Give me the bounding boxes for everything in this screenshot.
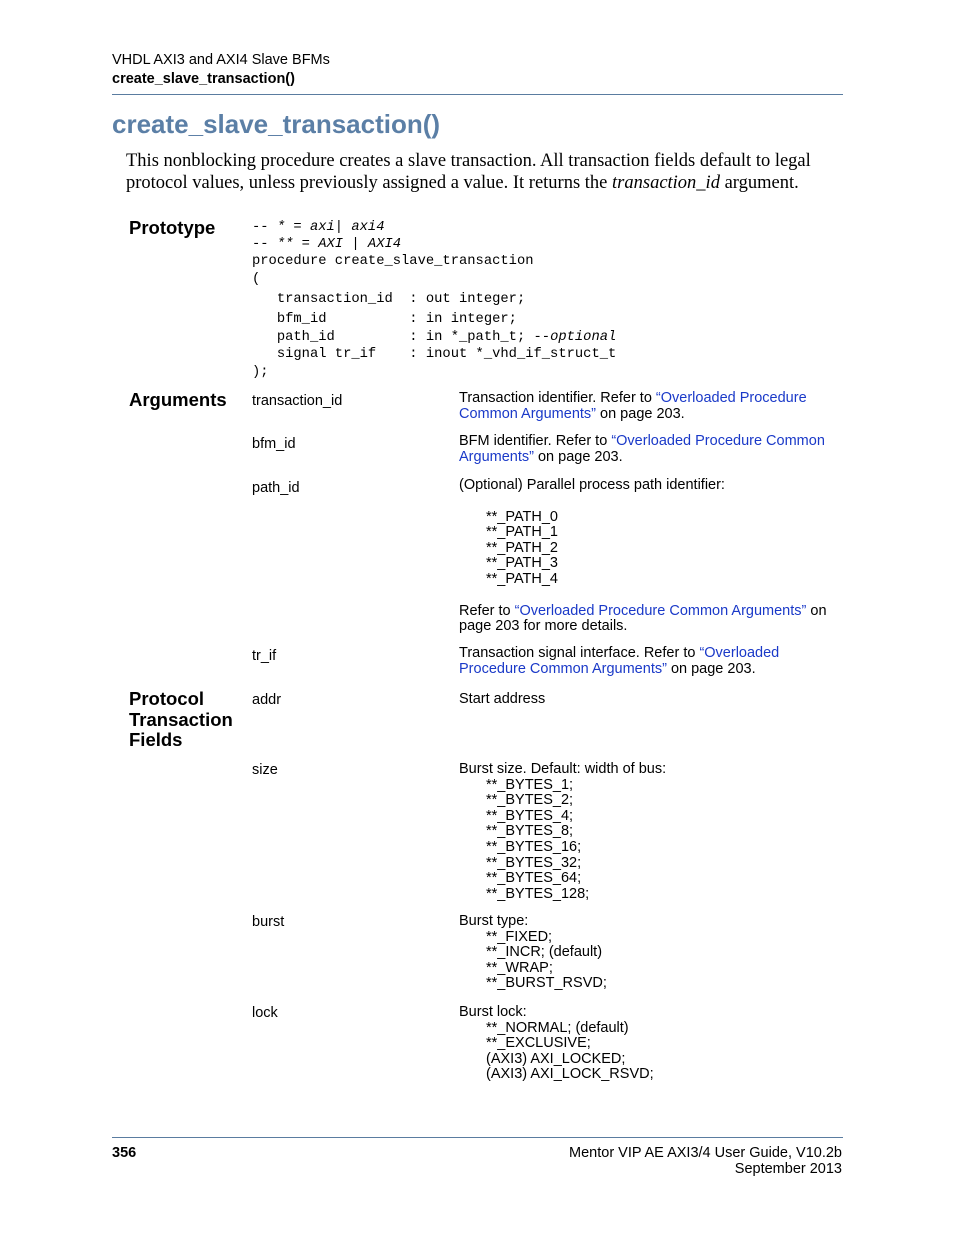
desc-text: on page 203 for more details.	[459, 602, 827, 635]
arg-name-tr-if: tr_if	[252, 648, 277, 664]
xref-link[interactable]: “Overloaded Procedure Common Arguments”	[459, 433, 825, 465]
field-desc-addr: Start address	[459, 691, 546, 707]
intro-paragraph	[126, 150, 846, 194]
footer-info	[569, 1145, 842, 1177]
desc-text: on page 203.	[666, 660, 756, 677]
list-item: **_PATH_3	[486, 555, 558, 572]
code-line: signal tr_if : inout *_vhd_if_struct_t	[252, 347, 617, 363]
field-name-lock: lock	[252, 1005, 278, 1021]
arg-desc-transaction-id	[459, 391, 844, 422]
list-item: **_NORMAL; (default)	[486, 1019, 629, 1036]
list-item: **_BYTES_8;	[486, 823, 574, 840]
desc-text: Transaction signal interface. Refer to	[459, 645, 700, 661]
arg-desc-bfm-id	[459, 434, 844, 465]
code-line: bfm_id : in integer;	[252, 312, 517, 328]
list-item: **_BYTES_2;	[486, 792, 574, 809]
intro-text-2: argument.	[719, 173, 799, 193]
desc-text: Burst type:	[459, 913, 529, 929]
field-desc-size	[459, 762, 844, 902]
list-item: **_BYTES_32;	[486, 854, 582, 871]
field-desc-lock	[459, 1005, 844, 1083]
footer-date: September 2013	[734, 1161, 842, 1177]
desc-text: Transaction identifier. Refer to	[459, 390, 656, 406]
code-comment-prefix: --	[252, 237, 277, 253]
section-protocol-line3: Fields	[129, 729, 183, 750]
field-desc-burst	[459, 914, 844, 992]
arg-name-bfm-id: bfm_id	[252, 436, 296, 452]
section-protocol-fields	[129, 689, 233, 751]
arg-name-transaction-id: transaction_id	[252, 393, 343, 409]
list-item: **_BYTES_1;	[486, 776, 574, 793]
arg-name-path-id: path_id	[252, 480, 300, 496]
code-comment-text: ** = AXI | AXI4	[276, 237, 402, 253]
running-header-chapter: VHDL AXI3 and AXI4 Slave BFMs	[112, 52, 330, 68]
list-item: **_WRAP;	[486, 959, 553, 976]
path-list	[459, 510, 844, 588]
code-comment-text: * = axi| axi4	[276, 220, 385, 235]
desc-text: Burst size. Default: width of bus:	[459, 761, 667, 777]
list-item: **_BURST_RSVD;	[486, 975, 607, 992]
code-line: (	[252, 271, 261, 287]
header-rule	[112, 94, 843, 95]
code-line: procedure create_slave_transaction	[252, 254, 534, 270]
desc-text: on page 203.	[533, 448, 623, 465]
list-item: **_BYTES_16;	[486, 838, 582, 855]
list-item: **_PATH_2	[486, 539, 558, 556]
page-number: 356	[112, 1145, 137, 1161]
field-name-size: size	[252, 762, 278, 778]
footer-rule	[112, 1137, 843, 1138]
desc-text: (Optional) Parallel process path identifier:	[459, 477, 725, 493]
list-item: (AXI3) AXI_LOCKED;	[486, 1050, 626, 1067]
path-refer	[459, 604, 844, 635]
section-protocol-line2: Transaction	[129, 708, 233, 730]
code-line	[252, 219, 616, 236]
page-title: create_slave_transaction()	[112, 109, 441, 139]
footer-guide-title: Mentor VIP AE AXI3/4 User Guide, V10.2b	[569, 1145, 842, 1161]
code-comment-text: optional	[550, 330, 617, 346]
list-item: **_PATH_1	[486, 524, 558, 541]
code-line: );	[252, 364, 269, 380]
code-text: path_id : in *_path_t; --	[252, 330, 551, 346]
desc-text: Refer to	[459, 602, 515, 619]
xref-link[interactable]: “Overloaded Procedure Common Arguments”	[459, 645, 780, 677]
arg-desc-tr-if	[459, 646, 844, 677]
list-item: **_EXCLUSIVE;	[486, 1035, 591, 1052]
xref-link[interactable]: “Overloaded Procedure Common Arguments”	[514, 602, 807, 619]
running-header-section: create_slave_transaction()	[112, 71, 295, 87]
list-item: **_INCR; (default)	[486, 944, 603, 961]
section-prototype: Prototype	[129, 217, 216, 238]
arg-desc-path-id	[459, 478, 844, 635]
code-comment-prefix: --	[252, 220, 277, 235]
list-item: **_FIXED;	[486, 928, 553, 945]
section-protocol-line1: Protocol	[129, 688, 205, 709]
code-line	[252, 329, 616, 346]
list-item: **_BYTES_4;	[486, 807, 574, 824]
list-item: **_PATH_4	[486, 570, 558, 587]
field-name-burst: burst	[252, 914, 285, 930]
intro-text-1: This nonblocking procedure creates a slave transaction. All transaction fields default to legal protocol values, unless previously assigned a value. It returns the	[126, 151, 811, 193]
desc-text: on page 203.	[596, 405, 685, 422]
field-name-addr: addr	[252, 692, 282, 708]
code-line	[252, 236, 616, 253]
list-item: **_BYTES_128;	[486, 885, 590, 902]
list-item: (AXI3) AXI_LOCK_RSVD;	[486, 1066, 654, 1083]
code-line: transaction_id : out integer;	[252, 291, 526, 307]
desc-text: Burst lock:	[459, 1004, 527, 1020]
desc-text: BFM identifier. Refer to	[459, 433, 612, 449]
prototype-code	[252, 219, 616, 381]
list-item: **_BYTES_64;	[486, 870, 582, 887]
section-arguments: Arguments	[129, 389, 227, 410]
intro-emphasis: transaction_id	[612, 173, 720, 193]
list-item: **_PATH_0	[486, 508, 558, 525]
xref-link[interactable]: “Overloaded Procedure Common Arguments”	[459, 390, 807, 422]
